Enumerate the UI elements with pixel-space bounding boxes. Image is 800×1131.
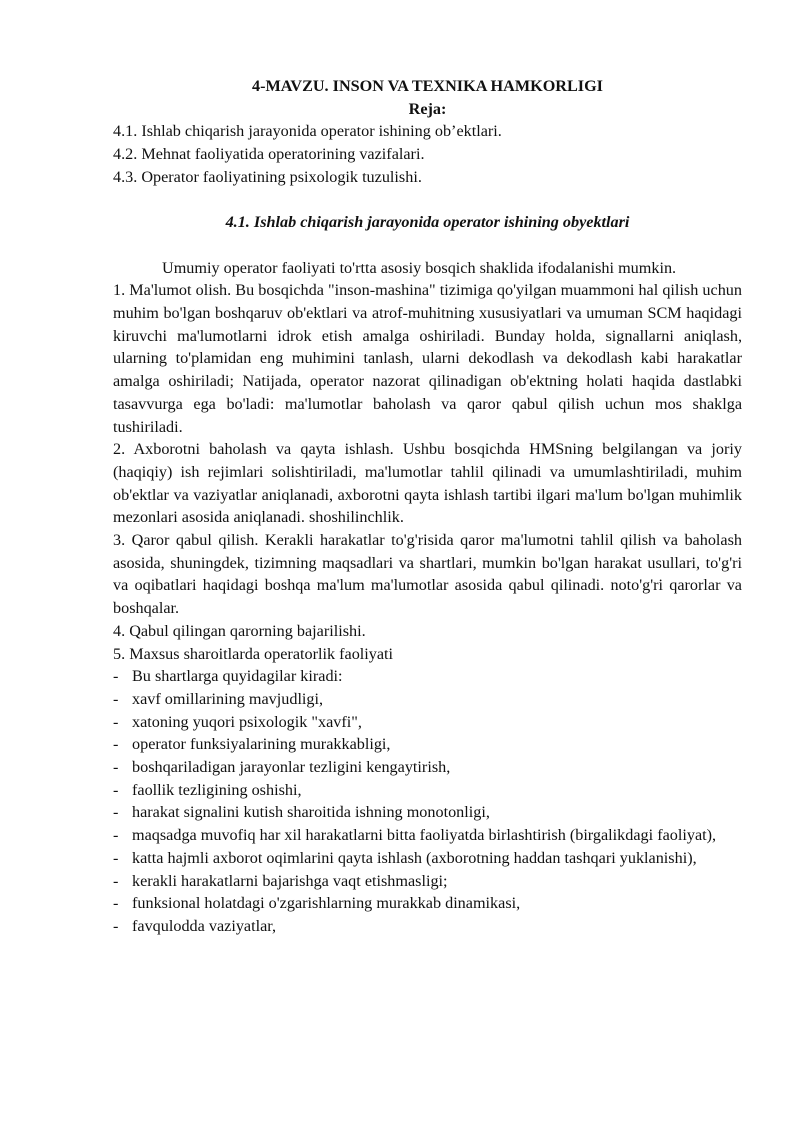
toc-item: 4.3. Operator faoliyatining psixologik tuzulishi. [113, 167, 422, 186]
list-item-text: operator funksiyalarining murakkabligi, [132, 735, 391, 754]
list-item-text: boshqariladigan jarayonlar tezligini kengaytirish, [132, 758, 451, 777]
bullet-dash: - [113, 667, 119, 686]
list-item [113, 847, 742, 870]
list-item [113, 688, 742, 711]
bullet-dash: - [113, 712, 119, 731]
list-item-text: maqsadga muvofiq har xil harakatlarni bitta faoliyatda birlashtirish (birgalikdagi faoliyat), [132, 826, 717, 845]
list-item [113, 892, 742, 915]
list-item [113, 665, 742, 688]
bullet-dash: - [113, 848, 119, 867]
list-item [113, 779, 742, 802]
list-item-text: Bu shartlarga quyidagilar kiradi: [132, 667, 343, 686]
table-of-contents [113, 120, 742, 188]
stage-paragraph: 4. Qabul qilingan qarorning bajarilishi. [113, 621, 366, 640]
conditions-list [113, 665, 742, 937]
list-item [113, 801, 742, 824]
stage-paragraph: 5. Maxsus sharoitlarda operatorlik faoliyati [113, 644, 394, 663]
section-heading: 4.1. Ishlab chiqarish jarayonida operator ishining obyektlari [225, 213, 630, 232]
bullet-dash: - [113, 894, 119, 913]
bullet-dash: - [113, 803, 119, 822]
bullet-dash: - [113, 689, 119, 708]
toc-item: 4.1. Ishlab chiqarish jarayonida operator ishining ob’ektlari. [113, 122, 502, 141]
document-title: 4-MAVZU. INSON VA TEXNIKA HAMKORLIGI [252, 77, 603, 95]
stage-paragraph: 1. Ma'lumot olish. Bu bosqichda "inson-mashina" tizimiga qo'yilgan muammoni hal qilish uchun muhim bo'lgan boshqaruv ob'ektlari va atrof-muhitning xususiyatlari va umuman SCM haqidagi kiruvchi ma'lumotlarni idrok etish amalga oshiriladi. Bunday holda, signallarni aniqlash, ularning to'plamidan eng muhimini tanlash, ularni dekodlash va dekodlash kabi harakatlar amalga oshiriladi; Natijada, operator nazorat qilinadigan ob'ektning holati haqida dastlabki tasavvurga ega bo'ladi: ma'lumotlar baholash va qaror qabul qilish uchun mos shaklga tushiriladi. [113, 281, 742, 436]
list-item [113, 756, 742, 779]
stage-paragraph: 2. Axborotni baholash va qayta ishlash. Ushbu bosqichda HMSning belgilangan va joriy (haqiqiy) ish rejimlari solishtiriladi, ma'lumotlar tahlil qilinadi va umumlashtiriladi, muhim ob'ektlar va vaziyatlar aniqlanadi, axborotni qayta ishlash tartibi ilgari ma'lum bo'lgan muhimlik mezonlari asosida aniqlanadi. shoshilinchlik. [113, 440, 742, 527]
bullet-dash: - [113, 826, 119, 845]
bullet-dash: - [113, 916, 119, 935]
list-item-text: funksional holatdagi o'zgarishlarning murakkab dinamikasi, [132, 894, 521, 913]
list-item [113, 915, 742, 938]
bullet-dash: - [113, 871, 119, 890]
list-item [113, 733, 742, 756]
list-item-text: xatoning yuqori psixologik "xavfi", [132, 712, 362, 731]
list-item-text: faollik tezligining oshishi, [132, 780, 302, 799]
list-item [113, 711, 742, 734]
list-item-text: xavf omillarining mavjudligi, [132, 689, 324, 708]
stage-paragraph: 3. Qaror qabul qilish. Kerakli harakatlar to'g'risida qaror ma'lumotni tahlil qilish va baholash asosida, shuningdek, tizimning maqsadlari va shartlari, mumkin bo'lgan harakat usullari, to'g'ri va oqibatlari haqidagi boshqa ma'lum ma'lumotlar asosida qabul qilinadi. noto'g'ri qarorlar va boshqalar. [113, 531, 742, 618]
bullet-dash: - [113, 735, 119, 754]
list-item-text: katta hajmli axborot oqimlarini qayta ishlash (axborotning haddan tashqari yuklanishi), [132, 848, 697, 867]
toc-item: 4.2. Mehnat faoliyatida operatorining vazifalari. [113, 145, 425, 164]
intro-paragraph: Umumiy operator faoliyati to'rtta asosiy bosqich shaklida ifodalanishi mumkin. [162, 258, 677, 277]
bullet-dash: - [113, 758, 119, 777]
list-item-text: harakat signalini kutish sharoitida ishning monotonligi, [132, 803, 490, 822]
list-item-text: favqulodda vaziyatlar, [132, 916, 277, 935]
list-item [113, 870, 742, 893]
plan-label: Reja: [408, 99, 447, 118]
list-item-text: kerakli harakatlarni bajarishga vaqt etishmasligi; [132, 871, 448, 890]
bullet-dash: - [113, 780, 119, 799]
list-item [113, 824, 742, 847]
